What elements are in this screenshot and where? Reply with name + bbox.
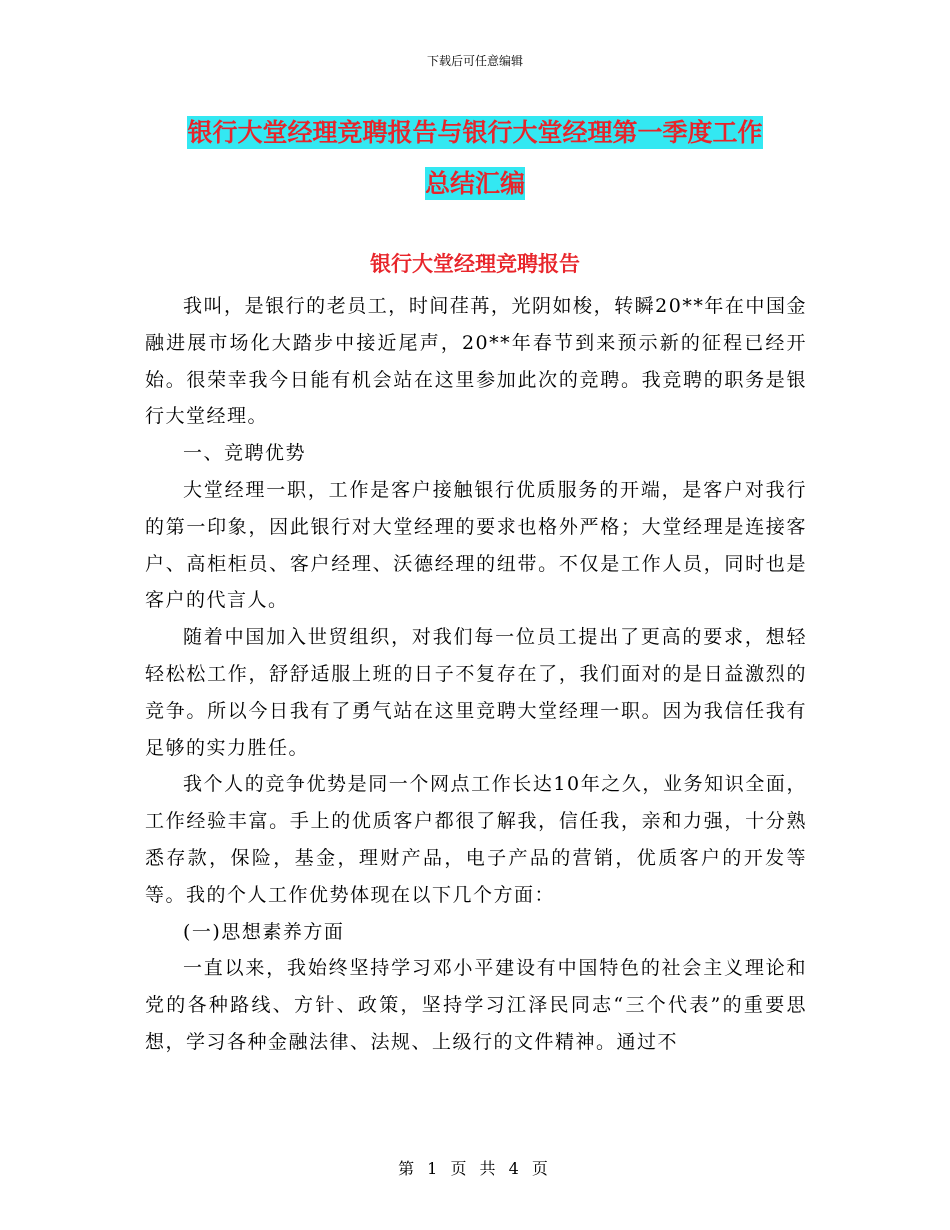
page-footer: 第 1 页 共 4 页 [398,1159,552,1178]
header-note: 下载后可任意编辑 [426,54,523,68]
title-line-2: 总结汇编 [424,169,525,198]
document-body [145,288,807,1061]
paragraph-personal-advantages: 我个人的竞争优势是同一个网点工作长达10年之久，业务知识全面，工作经验丰富。手上的优质客户都很了解我，信任我，亲和力强，十分熟悉存款，保险，基金，理财产品，电子产品的营销，优质客户的开发等等。我的个人工作优势体现在以下几个方面： [145,773,807,906]
paragraph-intro: 我叫，是银行的老员工，时间荏苒，光阴如梭，转瞬20**年在中国金融进展市场化大踏步中接近尾声，20**年春节到来预示新的征程已经开始。很荣幸我今日能有机会站在这里参加此次的竞聘。我竞聘的职务是银行大堂经理。 [145,295,807,428]
paragraph-wto-competition: 随着中国加入世贸组织，对我们每一位员工提出了更高的要求，想轻轻松松工作，舒舒适服上班的日子不复存在了，我们面对的是日益激烈的竞争。所以今日我有了勇气站在这里竞聘大堂经理一职。因为我信任我有足够的实力胜任。 [145,626,807,759]
subheading-ideology: (一)思想素养方面 [183,920,345,943]
heading-advantages: 一、竞聘优势 [183,442,307,465]
document-title [0,112,950,204]
paragraph-lobby-manager-role: 大堂经理一职，工作是客户接触银行优质服务的开端，是客户对我行的第一印象，因此银行对大堂经理的要求也格外严格；大堂经理是连接客户、高柜柜员、客户经理、沃德经理的纽带。不仅是工作人员，同时也是客户的代言人。 [145,478,807,612]
section-title: 银行大堂经理竞聘报告 [370,251,580,276]
paragraph-ideology: 一直以来，我始终坚持学习邓小平建设有中国特色的社会主义理论和党的各种路线、方针、政策，坚持学习江泽民同志“三个代表”的重要思想，学习各种金融法律、法规、上级行的文件精神。通过不 [145,957,807,1053]
title-line-1: 银行大堂经理竞聘报告与银行大堂经理第一季度工作 [187,118,763,147]
